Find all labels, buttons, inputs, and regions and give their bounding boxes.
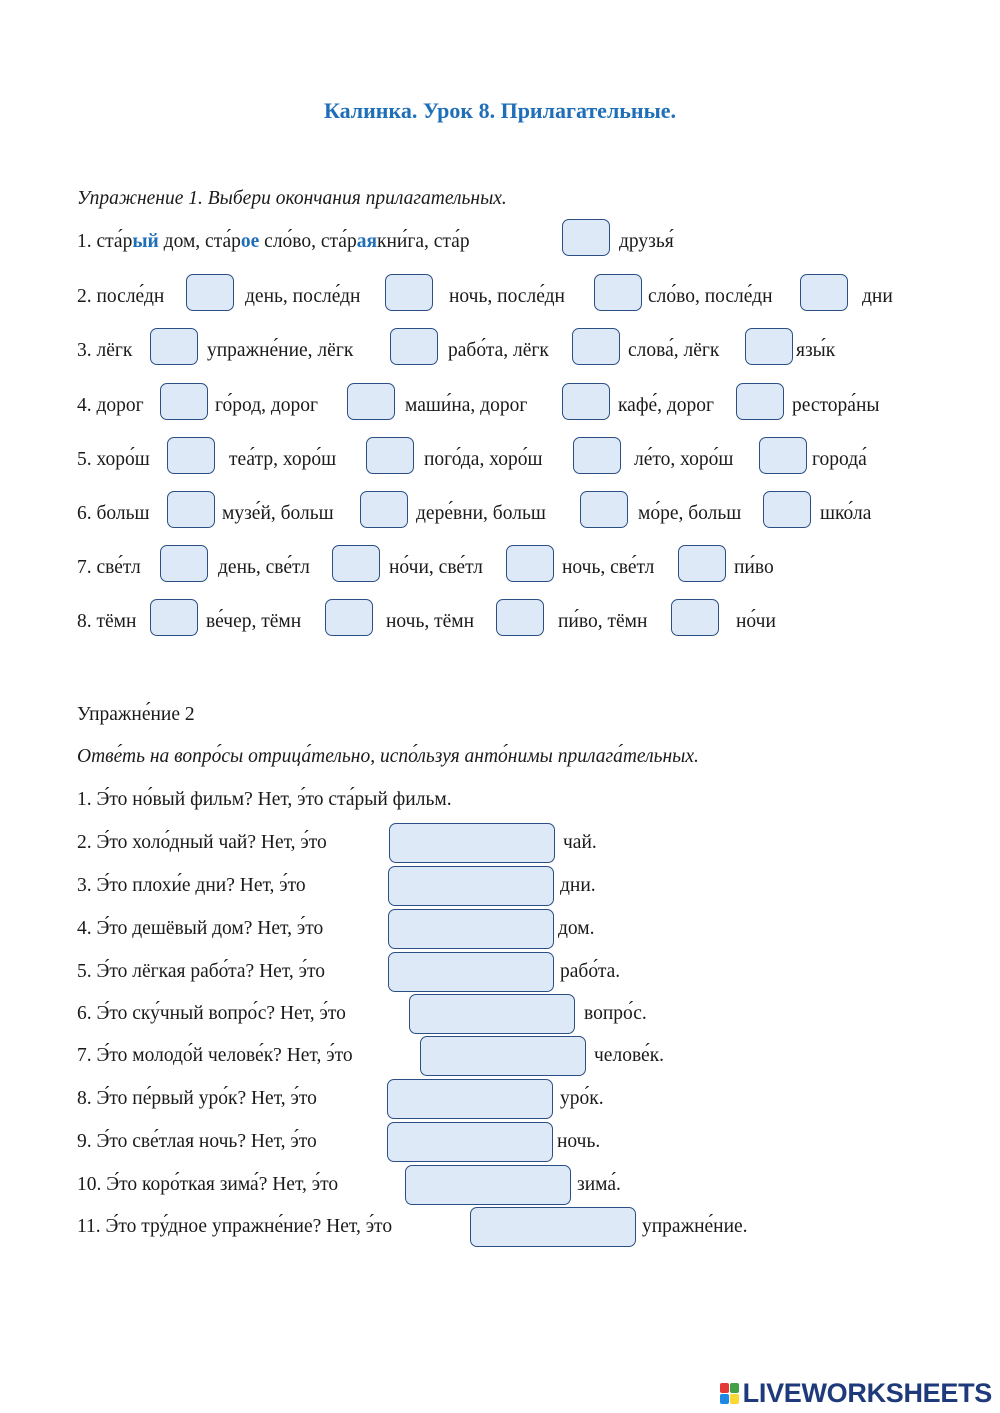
example-ending-3: ая — [356, 231, 378, 252]
answer-box-ex2-8[interactable] — [387, 1079, 553, 1119]
ex1-row3-text-5: язы́к — [796, 340, 836, 361]
ex2-question-2: 2. Э́то холо́дный чай? Нет, э́то — [77, 832, 327, 853]
example-num: 1. — [77, 231, 92, 252]
ex1-row2-text-1: 2. после́дн — [77, 286, 165, 307]
answer-box-ex2-4[interactable] — [388, 909, 554, 949]
example-stem-2: дом, ста́р — [163, 231, 241, 252]
example-stem-4: кни́га, ста́р — [377, 231, 470, 252]
answer-box-ex1-row8-2[interactable] — [325, 599, 373, 636]
ex1-row7-text-1: 7. све́тл — [77, 557, 141, 578]
answer-box-ex1-row8-4[interactable] — [671, 599, 719, 636]
answer-box-ex1-row5-3[interactable] — [573, 437, 621, 474]
ex2-noun-4: дом. — [558, 918, 595, 939]
ex2-question-8: 8. Э́то пе́рвый уро́к? Нет, э́то — [77, 1088, 317, 1109]
answer-box-ex1-row3-2[interactable] — [390, 328, 438, 365]
ex1-row5-text-4: ле́то, хоро́ш — [634, 449, 734, 470]
liveworksheets-logo[interactable] — [720, 1378, 992, 1409]
answer-box-ex2-10[interactable] — [405, 1165, 571, 1205]
answer-box-ex2-9[interactable] — [387, 1122, 553, 1162]
answer-box-ex1-row2-3[interactable] — [594, 274, 642, 311]
ex1-row8-text-4: пи́во, тёмн — [558, 611, 648, 632]
ex1-row5-text-5: города́ — [812, 449, 867, 470]
ex1-row4-text-2: го́род, дорог — [215, 395, 319, 416]
ex1-row2-text-4: сло́во, после́дн — [648, 286, 773, 307]
answer-box-ex1-row4-3[interactable] — [562, 383, 610, 420]
ex1-row4-text-3: маши́на, дорог — [405, 395, 528, 416]
answer-box-ex1-row4-4[interactable] — [736, 383, 784, 420]
answer-box-ex1-row6-3[interactable] — [580, 491, 628, 528]
example-ending-1: ый — [132, 231, 159, 252]
logo-text: LIVEWORKSHEETS — [742, 1378, 992, 1408]
exercise-1-example — [77, 229, 470, 255]
ex1-row6-text-5: шко́ла — [820, 503, 872, 524]
exercise-2-example: 1. Э́то но́вый фильм? Нет, э́то ста́рый фильм. — [77, 789, 452, 810]
ex1-row7-text-3: но́чи, све́тл — [389, 557, 483, 578]
answer-box-ex1-row6-4[interactable] — [763, 491, 811, 528]
answer-box-ex1-row4-2[interactable] — [347, 383, 395, 420]
example-tail: друзья́ — [619, 231, 674, 252]
ex2-question-10: 10. Э́то коро́ткая зима́? Нет, э́то — [77, 1174, 339, 1195]
ex2-question-4: 4. Э́то дешёвый дом? Нет, э́то — [77, 918, 324, 939]
ex1-row4-text-4: кафе́, дорог — [618, 395, 715, 416]
answer-box-ex1-row6-2[interactable] — [360, 491, 408, 528]
ex1-row2-text-2: день, после́дн — [245, 286, 361, 307]
answer-box-ex2-6[interactable] — [409, 994, 575, 1034]
answer-box-ex1-row4-1[interactable] — [160, 383, 208, 420]
example-stem-1: ста́р — [96, 231, 133, 252]
answer-box-ex1-row7-4[interactable] — [678, 545, 726, 582]
ex1-row3-text-1: 3. лёгк — [77, 340, 133, 361]
answer-box-ex1-row2-2[interactable] — [385, 274, 433, 311]
ex2-question-9: 9. Э́то све́тлая ночь? Нет, э́то — [77, 1131, 317, 1152]
ex2-noun-10: зима́. — [577, 1174, 621, 1195]
answer-box-ex1-row7-2[interactable] — [332, 545, 380, 582]
ex2-noun-11: упражне́ние. — [642, 1216, 748, 1237]
ex1-row5-text-2: теа́тр, хоро́ш — [229, 449, 337, 470]
example-ending-2: ое — [240, 231, 260, 252]
answer-box-ex1-row7-1[interactable] — [160, 545, 208, 582]
exercise-2-instruction: Отве́ть на вопро́сы отрица́тельно, испо́льзуя анто́нимы прилага́тельных. — [77, 746, 699, 767]
ex1-row6-text-4: мо́ре, больш — [638, 503, 742, 524]
ex2-noun-2: чай. — [563, 832, 597, 853]
ex2-question-11: 11. Э́то тру́дное упражне́ние? Нет, э́то — [77, 1216, 393, 1237]
ex2-question-5: 5. Э́то лёгкая рабо́та? Нет, э́то — [77, 961, 326, 982]
answer-box-ex1-row3-1[interactable] — [150, 328, 198, 365]
ex1-row8-text-5: но́чи — [736, 611, 776, 632]
ex2-noun-9: ночь. — [557, 1131, 601, 1152]
ex2-noun-7: челове́к. — [594, 1045, 665, 1066]
answer-box-ex1-row3-4[interactable] — [745, 328, 793, 365]
ex1-row7-text-2: день, све́тл — [218, 557, 310, 578]
ex2-noun-3: дни. — [560, 875, 596, 896]
ex1-row2-text-3: ночь, после́дн — [449, 286, 565, 307]
answer-box-ex1-row5-1[interactable] — [167, 437, 215, 474]
answer-box-ex1-row7-3[interactable] — [506, 545, 554, 582]
answer-box-ex1-row2-4[interactable] — [800, 274, 848, 311]
exercise-1-heading: Упражнение 1. Выбери окончания прилагательных. — [77, 188, 507, 209]
ex1-row6-text-2: музе́й, больш — [222, 503, 334, 524]
answer-box-ex1-row8-1[interactable] — [150, 599, 198, 636]
ex2-noun-5: рабо́та. — [560, 961, 621, 982]
ex1-row8-text-1: 8. тёмн — [77, 611, 137, 632]
ex1-row6-text-1: 6. больш — [77, 503, 150, 524]
ex1-row6-text-3: дере́вни, больш — [416, 503, 546, 524]
ex1-row8-text-3: ночь, тёмн — [386, 611, 475, 632]
ex1-row3-text-4: слова́, лёгк — [628, 340, 720, 361]
answer-box-ex2-7[interactable] — [420, 1036, 586, 1076]
ex1-row7-text-5: пи́во — [734, 557, 774, 578]
answer-box-ex1-row6-1[interactable] — [167, 491, 215, 528]
ex2-question-3: 3. Э́то плохи́е дни? Нет, э́то — [77, 875, 306, 896]
ex1-row3-text-2: упражне́ние, лёгк — [207, 340, 354, 361]
answer-box-ex2-3[interactable] — [388, 866, 554, 906]
answer-box-ex2-2[interactable] — [389, 823, 555, 863]
exercise-2-heading: Упражне́ние 2 — [77, 704, 195, 725]
ex1-row2-text-5: дни — [862, 286, 893, 307]
answer-box-ex1-row1[interactable] — [562, 219, 610, 256]
answer-box-ex1-row5-4[interactable] — [759, 437, 807, 474]
ex1-row3-text-3: рабо́та, лёгк — [448, 340, 549, 361]
ex1-row7-text-4: ночь, све́тл — [562, 557, 655, 578]
answer-box-ex1-row5-2[interactable] — [366, 437, 414, 474]
answer-box-ex2-11[interactable] — [470, 1207, 636, 1247]
ex1-row5-text-3: пого́да, хоро́ш — [424, 449, 543, 470]
liveworksheets-logo-icon — [720, 1383, 740, 1405]
answer-box-ex1-row8-3[interactable] — [496, 599, 544, 636]
answer-box-ex2-5[interactable] — [388, 952, 554, 992]
ex2-noun-8: уро́к. — [560, 1088, 604, 1109]
answer-box-ex1-row3-3[interactable] — [572, 328, 620, 365]
example-stem-3: сло́во, ста́р — [264, 231, 357, 252]
ex1-row5-text-1: 5. хоро́ш — [77, 449, 150, 470]
ex2-question-6: 6. Э́то ску́чный вопро́с? Нет, э́то — [77, 1003, 346, 1024]
ex1-row4-text-1: 4. дорог — [77, 395, 144, 416]
ex2-noun-6: вопро́с. — [584, 1003, 647, 1024]
answer-box-ex1-row2-1[interactable] — [186, 274, 234, 311]
page-title: Калинка. Урок 8. Прилагательные. — [323, 98, 677, 123]
ex1-row8-text-2: ве́чер, тёмн — [206, 611, 302, 632]
ex1-row4-text-5: рестора́ны — [792, 395, 880, 416]
ex2-question-7: 7. Э́то молодо́й челове́к? Нет, э́то — [77, 1045, 353, 1066]
